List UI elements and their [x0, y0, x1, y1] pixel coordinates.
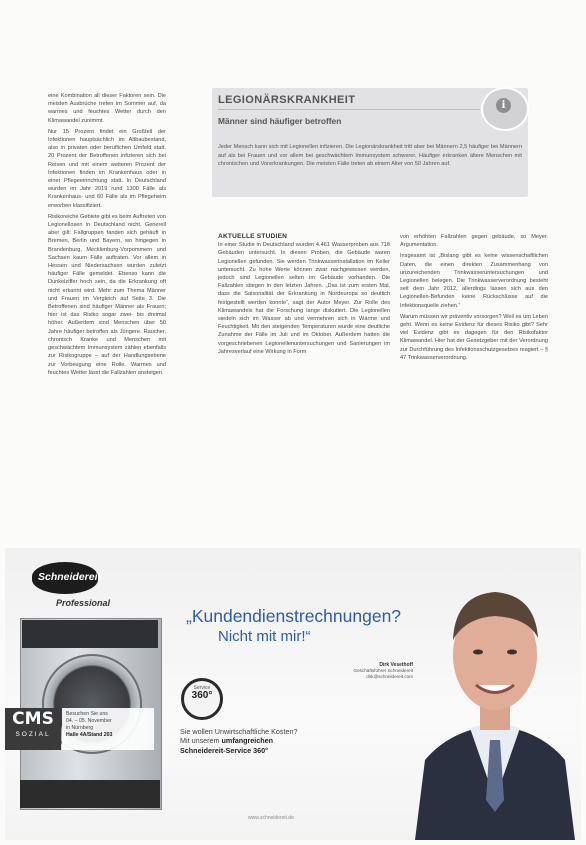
section-heading: AKTUELLE STUDIEN — [218, 233, 288, 240]
article-column-3 — [400, 233, 548, 365]
service-line-2-prefix: Mit unserem — [180, 736, 220, 746]
article-column-1 — [48, 92, 166, 380]
service-line-1: Sie wollen Unwirtschaftliche Kosten? — [180, 727, 298, 736]
info-icon: i — [496, 98, 511, 113]
column1-paragraph-1: eine Kombination all dieser Faktoren sein. Die meisten Ausbrüche treten im Sommer auf, da warmes und feuchtes Wetter durch den Klimawandel zunimmt. — [48, 93, 166, 124]
seal-label: Service — [193, 685, 211, 691]
info-box-divider — [218, 109, 480, 110]
brand-subtitle: Professional — [56, 598, 111, 608]
fair-line-3: in Nürnberg — [66, 725, 94, 731]
ad-signer — [335, 662, 413, 680]
seal-value: 360° — [191, 690, 213, 701]
fair-badge — [5, 708, 61, 750]
service-line-3: Schneidereit-Service 360° — [180, 745, 268, 755]
column3-paragraph-2: Insgesamt ist „Bislang gibt es keine wissenschaftlichen Daten, die einen direkten Zusammenhang von unzureichenden Trinkwasseruntersuchungen und Legionellen belegen. Die Trinkwasserverordnung besteht seit dem Jahr 2012, allerdings lassen sich aus den Legionellen-Befunden keine Rückschlüsse auf die Infektionsquelle ziehen.“ — [400, 253, 548, 309]
person-photo — [410, 560, 580, 840]
ad-footer: www.schneidereit.de — [248, 815, 294, 821]
fair-badge-subtitle: SOZIAL — [15, 731, 51, 738]
ad-headline: „Kundendienstrechnungen? — [186, 606, 402, 626]
article-column-2 — [218, 233, 390, 359]
column1-paragraph-2: Nur 15 Prozent findet ein Großteil der Infektionen hauptsächlich im Altbaubestand, also in privaten oder beruflichen Umfeld statt. 20 Prozent der Betroffenen infizieren sich bei Reisen und mit einem weiteren Prozent der Infektionen finden im Krankenhaus oder in einer Pflegeeinrichtung statt. In Deutschland wurden im Jahr 2019 rund 1300 Fälle als Krankenhaus- und 60 Fälle als im Pflegeheim erworben klassifiziert. — [48, 128, 166, 209]
column3-paragraph-1: von erhöhten Fallzahlen gegen gebäude, so Meyer. Argumentation. — [400, 234, 548, 249]
brand-logo: Schneidereit — [38, 571, 102, 583]
column1-paragraph-3: Risikoreiche Gebiete gibt es beim Auftreten von Legionellosen in Deutschland nicht. Generell aber gilt: Fallgruppen fanden sich gehäuft in Bremen, Berlin und Bayern, wo hingegen in Brandenburg, Mecklenburg-Vorpommern und Sachsen kaum Fälle auftraten. Vor allem in Hessen und Niedersachsen wurden zuletzt häufiger Fälle gemeldet. Ebenso kann die Dunkelziffer hoch sein, da die Erkrankung oft nicht erkannt wird. Mehr zum Thema Männer und Frauen im Vergleich auf Seite 3. Die Betroffenen sind häufiger Männer als Frauen; hier ist das Risiko sogar zwei- bis dreimal höher. Außerdem sind Menschen über 50 Jahre häufiger betroffen als Jüngere. Raucher, chronisch Kranke und Menschen mit geschwächtem Immunsystem zählen ebenfalls zur Risikogruppe – auf der Handlungsebene zur Vorbeugung eine Rolle. Warmes und feuchtes Wetter lässt die Fallzahlen ansteigen. — [48, 213, 166, 376]
fair-info — [62, 708, 154, 750]
fair-badge-title: CMS — [12, 709, 54, 729]
column2-paragraph: In einer Studie in Deutschland wurden 4.461 Wasserproben aus 718 Gebäuden untersucht. In diesen Proben, die Gebäude waren Legionellen gefunden. Sie werden Trinkwasserinstallation im Keller untersucht. Zu hohe Werte können zwar nachgewiesen werden, jedoch sind Legionellen selten im Gebäude vorhanden. Die Fallzahlen stiegen in den letzten Jahren. „Das ist zum ersten Mal, dass die Saisonalität der Erkrankung in Nordeuropa so deutlich festgestellt werden konnte“, sagt der Autor Meyer. Zur Rolle des Klimawandels hat die Forschung lange diskutiert. Die Legionellen siedeln sich im Wasser ab und vermehren sich in Wärme und Feuchtigkeit. Mit den steigenden Temperaturen wurde eine deutliche Zunahme der Fälle im Juli und im Oktober. Außerdem hatten die vorgeschriebenen Legionellenuntersuchungen und Sanierungen im Jahresverlauf eine Wirkung in Form — [218, 242, 390, 355]
machine-control-panel — [22, 620, 158, 648]
fair-line-1: Besuchen Sie uns — [66, 711, 108, 717]
service-360-seal — [181, 678, 223, 720]
fair-line-2: 04. – 05. November — [66, 718, 112, 724]
signer-name: Dirk Vesethoff — [379, 662, 413, 668]
service-line-2 — [180, 736, 350, 745]
service-text — [180, 727, 350, 755]
signer-role: Geschäftsführer Schneidereit — [353, 668, 413, 673]
ad-subline: Nicht mit mir!“ — [218, 628, 311, 645]
fair-stand: Halle 4A/Stand 203 — [66, 732, 113, 738]
signer-contact: dirk@schneidereit.com — [366, 674, 413, 679]
service-line-2-bold: umfangreichen — [221, 736, 274, 746]
column3-paragraph-3: Warum müssen wir präventiv vorsorgen? Weil es um Leben geht. Wenn es keine Evidenz für dieses Risiko gibt? Sehr viel Evidenz gibt es dagegen für den Risikofaktor Klimawandel. Hier hat der Gesetzgeber mit der Verordnung zur Durchführung des Infektionsschutzgesetzes reagiert – § 47 Trinkwasserverordnung. — [400, 313, 548, 361]
info-box-title: LEGIONÄRSKRANKHEIT — [218, 94, 356, 106]
info-box-body: Jeder Mensch kann sich mit Legionellen infizieren. Die Legionärskrankheit tritt aber bei Männern 2,5 häufiger bei Männern auf als bei Frauen und vor allem bei geschwächtem Immunsystem schwerer. Häufiger erkranken ältere Menschen mit chronischen und Vorerkrankungen. Die meisten Fälle treten ab einem Alter von 50 Jahren auf. — [218, 144, 522, 168]
info-box-subtitle: Männer sind häufiger betroffen — [218, 116, 342, 126]
machine-base — [20, 780, 160, 808]
